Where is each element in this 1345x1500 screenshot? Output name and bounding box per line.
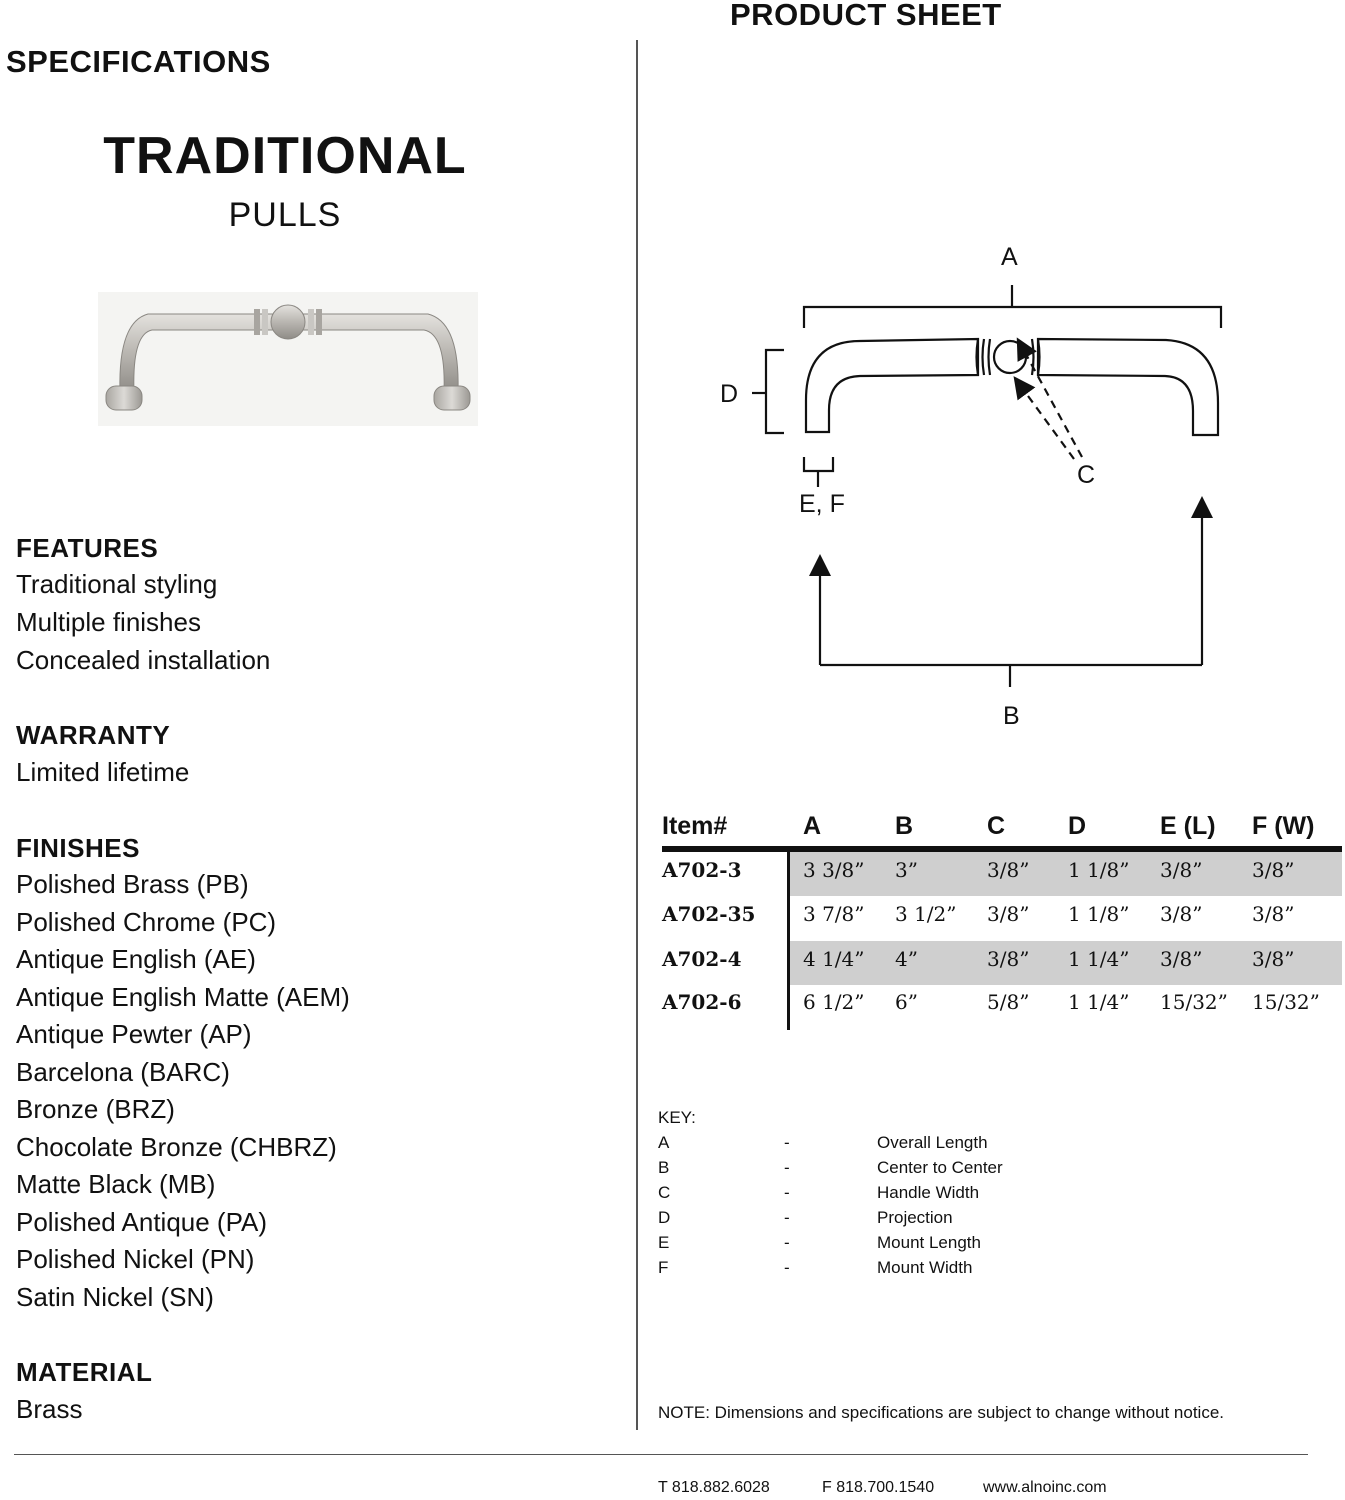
table-cell: 1 1/4” [1068,990,1130,1014]
label-a: A [1001,243,1018,271]
table-header-a: A [803,812,822,840]
table-cell: 3/8” [987,902,1030,926]
feature-item: Traditional styling [16,569,218,599]
table-cell-item: A702-3 [662,858,742,882]
pull-left-foot [106,386,142,410]
finish-item: Matte Black (MB) [16,1169,216,1199]
table-cell: 3/8” [1160,858,1203,882]
key-meaning: Center to Center [877,1158,1003,1177]
table-cell: 3 3/8” [803,858,865,882]
table-cell: 3/8” [1252,902,1295,926]
finish-item: Polished Nickel (PN) [16,1244,255,1274]
table-cell: 3/8” [1160,947,1203,971]
label-b: B [1003,702,1020,730]
column-divider [636,40,638,1430]
dimension-diagram [700,235,1260,735]
key-dash: - [784,1208,790,1227]
finish-item: Barcelona (BARC) [16,1057,230,1087]
product-title: TRADITIONAL [103,127,467,185]
feature-item: Multiple finishes [16,607,201,637]
table-cell: 4 1/4” [803,947,865,971]
warranty-title: WARRANTY [16,720,171,750]
key-dash: - [784,1158,790,1177]
table-cell: 3 7/8” [803,902,865,926]
key-meaning: Mount Width [877,1258,973,1277]
table-cell: 3/8” [987,947,1030,971]
key-dash: - [784,1183,790,1202]
table-header-d: D [1068,812,1087,840]
table-cell: 15/32” [1252,990,1320,1014]
finishes-title: FINISHES [16,833,140,863]
key-title: KEY: [658,1108,696,1127]
table-header-item: Item# [662,812,728,840]
key-letter: C [658,1183,671,1202]
finish-item: Chocolate Bronze (CHBRZ) [16,1132,337,1162]
finish-item: Antique Pewter (AP) [16,1019,252,1049]
material-text: Brass [16,1394,83,1424]
table-cell: 1 1/8” [1068,858,1130,882]
key-dash: - [784,1258,790,1277]
product-photo [98,292,478,426]
table-cell: 3/8” [1160,902,1203,926]
warranty-text: Limited lifetime [16,757,190,787]
table-cell-item: A702-35 [662,902,756,926]
table-cell: 5/8” [987,990,1030,1014]
label-ef: E, F [799,490,845,518]
product-subtitle: PULLS [228,196,342,234]
table-cell: 3 1/2” [895,902,957,926]
table-cell: 15/32” [1160,990,1228,1014]
finish-item: Polished Chrome (PC) [16,907,277,937]
dimension-ef-bracket [804,457,833,471]
key-letter: B [658,1158,670,1177]
finish-item: Polished Antique (PA) [16,1207,267,1237]
key-letter: E [658,1233,670,1252]
table-cell: 1 1/8” [1068,902,1130,926]
table-cell: 3/8” [1252,947,1295,971]
table-cell: 3/8” [1252,858,1295,882]
label-c: C [1077,461,1096,489]
features-title: FEATURES [16,533,159,563]
pull-right-foot [434,386,470,410]
product-sheet-heading: PRODUCT SHEET [730,0,1002,32]
table-cell: 3” [895,858,918,882]
disclaimer-note: NOTE: Dimensions and specifications are subject to change without notice. [658,1403,1225,1422]
finish-item: Polished Brass (PB) [16,869,249,899]
specifications-heading: SPECIFICATIONS [6,44,271,79]
finish-item: Bronze (BRZ) [16,1094,175,1124]
key-meaning: Mount Length [877,1233,981,1252]
footer-phone: T 818.882.6028 [658,1479,770,1496]
feature-item: Concealed installation [16,645,271,675]
finish-item: Antique English (AE) [16,944,256,974]
table-cell: 6 1/2” [803,990,865,1014]
label-d: D [720,380,739,408]
table-cell: 1 1/4” [1068,947,1130,971]
table-cell-item: A702-4 [662,947,742,971]
table-header-c: C [987,812,1006,840]
footer-website[interactable]: www.alnoinc.com [983,1479,1107,1496]
pull-outline [806,339,978,432]
key-letter: A [658,1133,670,1152]
table-cell: 3/8” [987,858,1030,882]
footer-fax: F 818.700.1540 [822,1479,935,1496]
dimension-d-bracket [766,350,784,433]
table-header-fw: F (W) [1252,812,1315,840]
material-title: MATERIAL [16,1357,153,1387]
dimension-a-bracket [804,307,1221,328]
key-dash: - [784,1133,790,1152]
table-header-b: B [895,812,914,840]
key-meaning: Overall Length [877,1133,988,1152]
table-header-el: E (L) [1160,812,1216,840]
table-cell: 6” [895,990,918,1014]
key-letter: D [658,1208,671,1227]
key-meaning: Projection [877,1208,953,1227]
pull-center-bead [271,305,305,339]
key-meaning: Handle Width [877,1183,980,1202]
key-letter: F [658,1258,669,1277]
table-cell: 4” [895,947,918,971]
table-cell-item: A702-6 [662,990,742,1014]
footer-divider [14,1454,1308,1455]
finish-item: Antique English Matte (AEM) [16,982,350,1012]
finish-item: Satin Nickel (SN) [16,1282,214,1312]
key-dash: - [784,1233,790,1252]
